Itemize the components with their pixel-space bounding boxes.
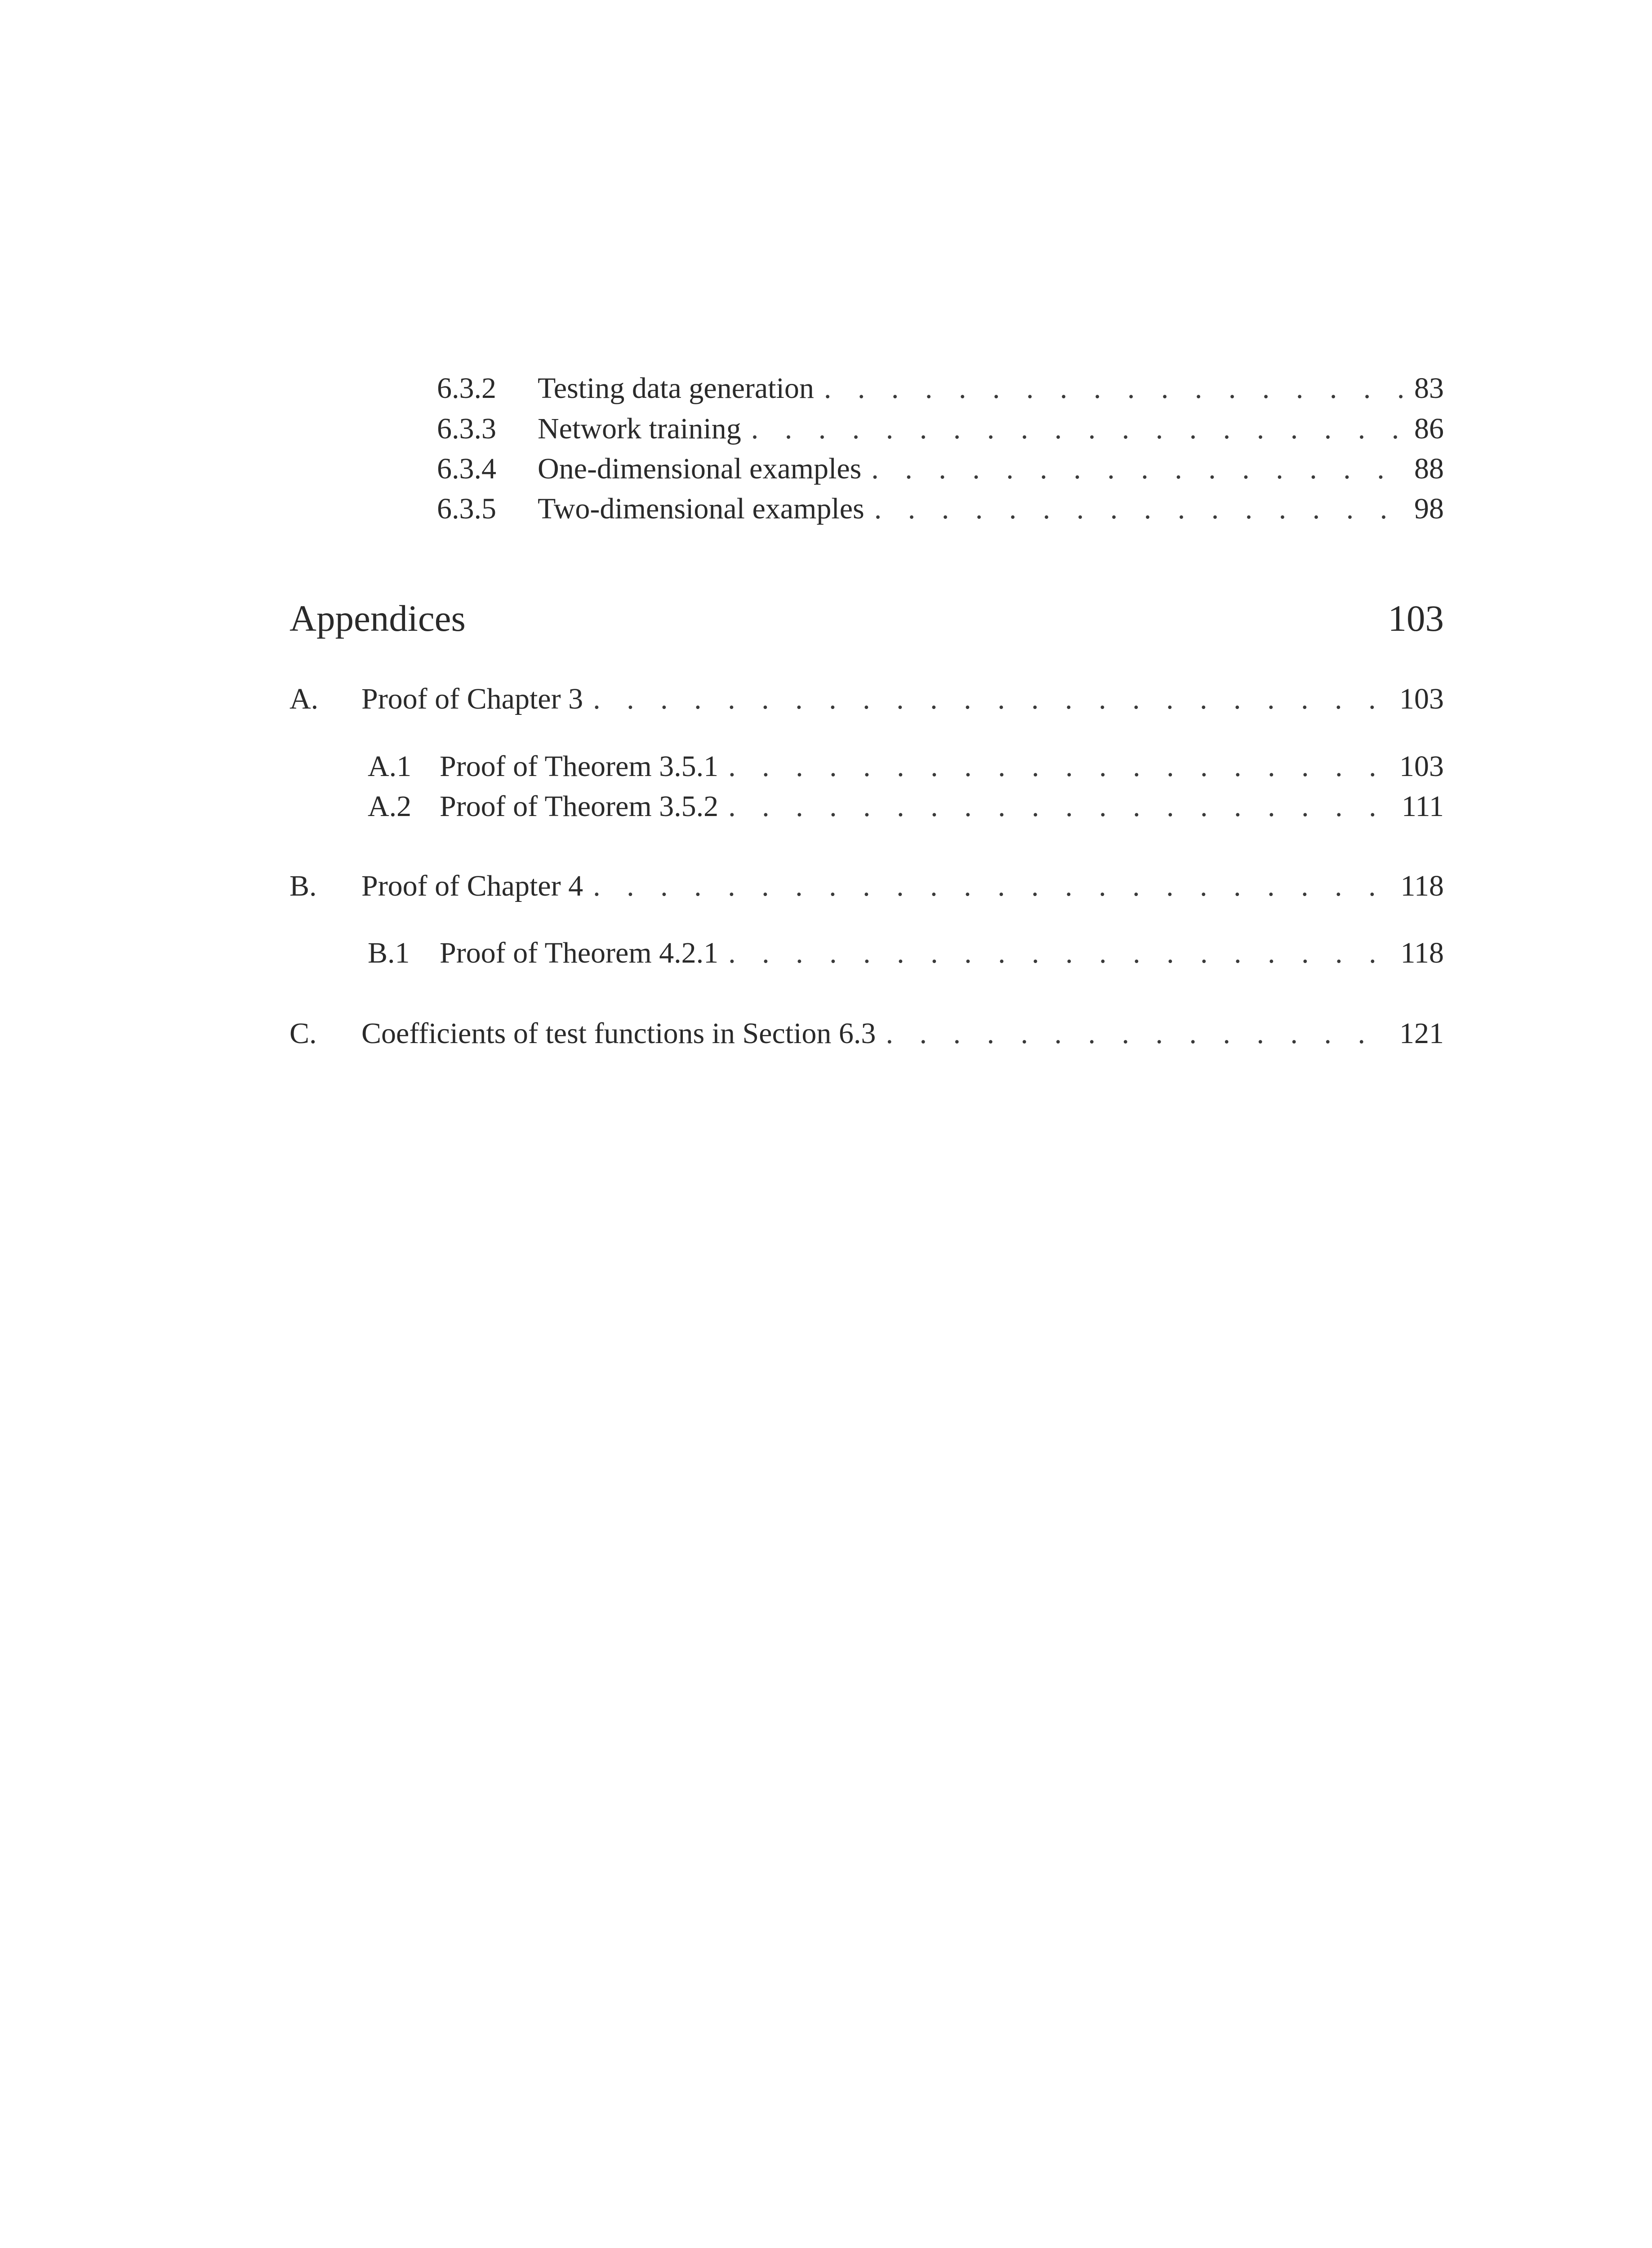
toc-entry-appendix-c[interactable] xyxy=(289,1014,1444,1053)
toc-entry-6-3-4[interactable] xyxy=(437,449,1444,489)
entry-page-number: 103 xyxy=(1399,750,1444,783)
entry-title: Proof of Theorem 3.5.1 xyxy=(440,750,719,783)
entry-page-number: 88 xyxy=(1414,452,1444,485)
toc-entry-6-3-5[interactable] xyxy=(437,489,1444,529)
entry-number: A.1 xyxy=(368,750,412,783)
dot-leader xyxy=(886,1014,1388,1053)
entry-number: 6.3.2 xyxy=(437,372,496,405)
toc-entry-6-3-3[interactable] xyxy=(437,409,1444,449)
entry-page-number: 111 xyxy=(1401,790,1444,823)
dot-leader xyxy=(751,409,1403,449)
toc-entry-6-3-2[interactable] xyxy=(437,369,1444,408)
entry-title: Coefficients of test functions in Section 6.3 xyxy=(361,1017,876,1050)
dot-leader xyxy=(728,747,1388,786)
entry-title: Testing data generation xyxy=(538,372,814,405)
dot-leader xyxy=(874,489,1403,529)
dot-leader xyxy=(824,369,1403,408)
entry-number: C. xyxy=(289,1017,317,1050)
dot-leader xyxy=(871,449,1403,489)
entry-number: B. xyxy=(289,870,317,902)
toc-entry-appendix-a-1[interactable] xyxy=(368,747,1444,786)
entry-page-number: 121 xyxy=(1399,1017,1444,1050)
toc-entry-appendix-b-1[interactable] xyxy=(368,933,1444,973)
toc-entry-appendix-b[interactable] xyxy=(289,866,1444,906)
entry-title: Proof of Theorem 4.2.1 xyxy=(440,937,719,969)
entry-page-number: 86 xyxy=(1414,412,1444,445)
entry-number: 6.3.5 xyxy=(437,492,496,525)
entry-number: B.1 xyxy=(368,937,410,969)
entry-number: A. xyxy=(289,682,319,715)
chapter-page-number: 103 xyxy=(1388,598,1444,639)
entry-title: Proof of Theorem 3.5.2 xyxy=(440,790,719,823)
entry-page-number: 118 xyxy=(1400,937,1444,969)
entry-title: Proof of Chapter 3 xyxy=(361,682,583,715)
entry-number: 6.3.4 xyxy=(437,452,496,485)
dot-leader xyxy=(593,679,1388,719)
entry-title: One-dimensional examples xyxy=(538,452,862,485)
dot-leader xyxy=(728,787,1390,826)
dot-leader xyxy=(728,933,1389,973)
entry-page-number: 83 xyxy=(1414,372,1444,405)
entry-title: Network training xyxy=(538,412,741,445)
entry-page-number: 118 xyxy=(1400,870,1444,902)
entry-page-number: 98 xyxy=(1414,492,1444,525)
entry-number: A.2 xyxy=(368,790,412,823)
entry-title: Proof of Chapter 4 xyxy=(361,870,583,902)
chapter-title: Appendices xyxy=(289,598,466,639)
toc-entry-appendix-a-2[interactable] xyxy=(368,787,1444,826)
toc-entry-appendix-a[interactable] xyxy=(289,679,1444,719)
entry-page-number: 103 xyxy=(1399,682,1444,715)
dot-leader xyxy=(593,866,1389,906)
toc-chapter-appendices[interactable] xyxy=(289,593,1444,643)
entry-title: Two-dimensional examples xyxy=(538,492,864,525)
entry-number: 6.3.3 xyxy=(437,412,496,445)
